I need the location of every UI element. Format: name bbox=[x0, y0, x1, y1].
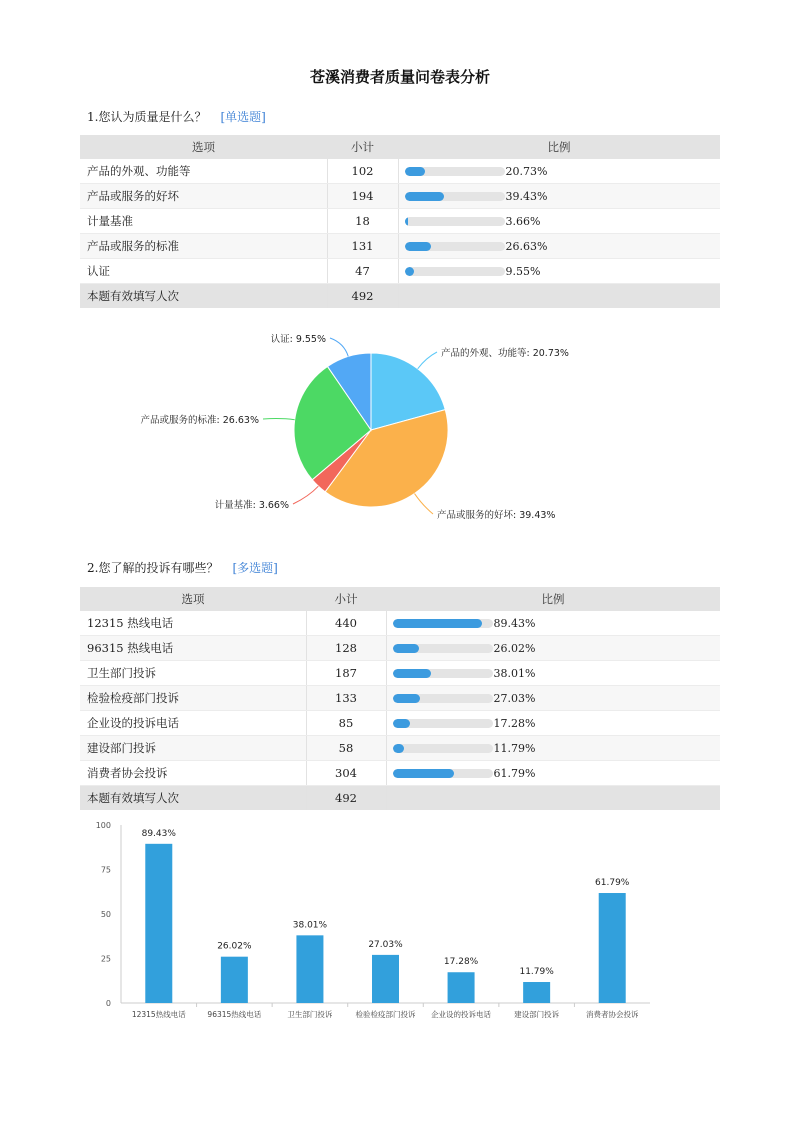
question-2-type-tag: [多选题] bbox=[232, 561, 278, 575]
bar bbox=[296, 935, 323, 1003]
ratio-bar-fill bbox=[405, 217, 409, 226]
count-cell: 440 bbox=[306, 611, 386, 636]
ratio-label: 89.43% bbox=[493, 617, 536, 631]
header-count: 小计 bbox=[327, 135, 398, 159]
x-tick-label: 检验检疫部门投诉 bbox=[355, 1010, 416, 1019]
table-row bbox=[80, 761, 720, 786]
bar-value-label: 61.79% bbox=[595, 878, 630, 889]
ratio-cell bbox=[386, 611, 720, 636]
y-tick-label: 25 bbox=[100, 954, 111, 964]
y-tick-label: 75 bbox=[100, 865, 111, 875]
x-tick-label: 卫生部门投诉 bbox=[287, 1010, 333, 1019]
ratio-cell bbox=[386, 686, 720, 711]
ratio-bar-fill bbox=[393, 619, 482, 628]
table-row bbox=[80, 736, 720, 761]
pie-leader-line bbox=[330, 338, 348, 356]
bar bbox=[599, 893, 626, 1003]
table-header-row bbox=[80, 135, 720, 159]
option-cell: 消费者协会投诉 bbox=[80, 761, 306, 786]
bar-value-label: 26.02% bbox=[217, 941, 252, 952]
ratio-bar bbox=[393, 719, 493, 728]
bar bbox=[221, 957, 248, 1003]
ratio-cell bbox=[386, 661, 720, 686]
option-cell: 12315 热线电话 bbox=[80, 611, 306, 636]
total-count: 492 bbox=[327, 284, 398, 309]
bar bbox=[523, 982, 550, 1003]
total-label: 本题有效填写人次 bbox=[80, 284, 327, 309]
count-cell: 58 bbox=[306, 736, 386, 761]
count-cell: 102 bbox=[327, 159, 398, 184]
question-1-pie-chart bbox=[0, 322, 800, 532]
option-cell: 产品的外观、功能等 bbox=[80, 159, 327, 184]
option-cell: 卫生部门投诉 bbox=[80, 661, 306, 686]
ratio-bar bbox=[405, 242, 505, 251]
ratio-bar-fill bbox=[393, 744, 405, 753]
count-cell: 85 bbox=[306, 711, 386, 736]
table-total-row bbox=[80, 786, 720, 811]
y-tick-label: 0 bbox=[105, 999, 111, 1008]
question-2-table bbox=[80, 587, 720, 810]
ratio-bar-fill bbox=[393, 769, 455, 778]
ratio-label: 17.28% bbox=[493, 717, 536, 731]
ratio-bar-fill bbox=[405, 167, 426, 176]
ratio-bar-fill bbox=[405, 267, 415, 276]
pie-leader-line bbox=[415, 494, 433, 514]
total-label: 本题有效填写人次 bbox=[80, 786, 306, 811]
count-cell: 194 bbox=[327, 184, 398, 209]
ratio-cell bbox=[398, 209, 720, 234]
question-2-bar-chart bbox=[0, 812, 800, 1027]
option-cell: 检验检疫部门投诉 bbox=[80, 686, 306, 711]
pie-leader-line bbox=[263, 419, 295, 420]
question-2-text: 2.您了解的投诉有哪些？ bbox=[87, 561, 219, 575]
y-tick-label: 100 bbox=[95, 821, 111, 830]
total-empty-cell bbox=[386, 786, 720, 811]
ratio-bar bbox=[393, 644, 493, 653]
x-tick-label: 12315热线电话 bbox=[131, 1010, 186, 1019]
bar bbox=[448, 972, 475, 1003]
pie-slice-label: 产品或服务的标准: 26.63% bbox=[140, 415, 259, 426]
total-empty-cell bbox=[398, 284, 720, 309]
table-row bbox=[80, 234, 720, 259]
ratio-label: 26.02% bbox=[493, 642, 536, 656]
option-cell: 建设部门投诉 bbox=[80, 736, 306, 761]
ratio-bar-fill bbox=[393, 644, 419, 653]
ratio-label: 26.63% bbox=[505, 240, 548, 254]
table-row bbox=[80, 611, 720, 636]
ratio-cell bbox=[398, 234, 720, 259]
x-tick-label: 消费者协会投诉 bbox=[585, 1010, 639, 1019]
header-ratio: 比例 bbox=[386, 587, 720, 611]
option-cell: 认证 bbox=[80, 259, 327, 284]
header-option: 选项 bbox=[80, 135, 327, 159]
ratio-label: 20.73% bbox=[505, 165, 548, 179]
count-cell: 47 bbox=[327, 259, 398, 284]
pie-leader-line bbox=[418, 352, 437, 369]
ratio-bar bbox=[405, 267, 505, 276]
table-row bbox=[80, 711, 720, 736]
ratio-bar bbox=[393, 694, 493, 703]
ratio-cell bbox=[386, 711, 720, 736]
pie-slice-label: 产品的外观、功能等: 20.73% bbox=[441, 348, 569, 359]
ratio-cell bbox=[386, 736, 720, 761]
bar-value-label: 89.43% bbox=[141, 828, 176, 839]
option-cell: 产品或服务的好坏 bbox=[80, 184, 327, 209]
bar-value-label: 38.01% bbox=[292, 920, 328, 931]
ratio-label: 38.01% bbox=[493, 667, 536, 681]
ratio-label: 61.79% bbox=[493, 767, 536, 781]
header-option: 选项 bbox=[80, 587, 306, 611]
ratio-bar bbox=[405, 217, 505, 226]
total-count: 492 bbox=[306, 786, 386, 811]
bar-value-label: 17.28% bbox=[443, 957, 479, 968]
bar-value-label: 11.79% bbox=[519, 967, 554, 978]
count-cell: 187 bbox=[306, 661, 386, 686]
x-tick-label: 建设部门投诉 bbox=[514, 1010, 560, 1019]
header-count: 小计 bbox=[306, 587, 386, 611]
option-cell: 产品或服务的标准 bbox=[80, 234, 327, 259]
ratio-bar-fill bbox=[393, 694, 420, 703]
table-row bbox=[80, 636, 720, 661]
option-cell: 企业设的投诉电话 bbox=[80, 711, 306, 736]
bar bbox=[372, 955, 399, 1003]
question-1-text: 1.您认为质量是什么？ bbox=[87, 110, 207, 124]
page-title: 苍溪消费者质量问卷表分析 bbox=[309, 68, 490, 86]
ratio-label: 39.43% bbox=[505, 190, 548, 204]
ratio-bar bbox=[393, 769, 493, 778]
question-1-table bbox=[80, 135, 720, 308]
ratio-bar-fill bbox=[393, 719, 410, 728]
x-tick-label: 96315热线电话 bbox=[207, 1010, 262, 1019]
table-header-row bbox=[80, 587, 720, 611]
ratio-cell bbox=[386, 636, 720, 661]
ratio-bar-fill bbox=[393, 669, 431, 678]
x-tick-label: 企业设的投诉电话 bbox=[431, 1010, 492, 1019]
ratio-cell bbox=[398, 259, 720, 284]
ratio-label: 3.66% bbox=[505, 215, 541, 229]
ratio-bar bbox=[393, 744, 493, 753]
bar-value-label: 27.03% bbox=[368, 939, 403, 950]
count-cell: 133 bbox=[306, 686, 386, 711]
option-cell: 计量基准 bbox=[80, 209, 327, 234]
table-row bbox=[80, 661, 720, 686]
ratio-bar bbox=[405, 167, 505, 176]
bar bbox=[145, 844, 172, 1003]
ratio-bar-fill bbox=[405, 192, 444, 201]
ratio-label: 27.03% bbox=[493, 692, 536, 706]
pie-slice-label: 产品或服务的好坏: 39.43% bbox=[437, 510, 556, 521]
table-row bbox=[80, 159, 720, 184]
option-cell: 96315 热线电话 bbox=[80, 636, 306, 661]
count-cell: 128 bbox=[306, 636, 386, 661]
ratio-cell bbox=[398, 184, 720, 209]
table-row bbox=[80, 209, 720, 234]
ratio-label: 9.55% bbox=[505, 265, 541, 279]
table-row bbox=[80, 184, 720, 209]
ratio-bar bbox=[393, 669, 493, 678]
pie-slice-label: 认证: 9.55% bbox=[270, 334, 326, 345]
table-total-row bbox=[80, 284, 720, 309]
ratio-bar bbox=[405, 192, 505, 201]
ratio-cell bbox=[398, 159, 720, 184]
header-ratio: 比例 bbox=[398, 135, 720, 159]
question-1-heading bbox=[87, 108, 266, 125]
question-2-heading bbox=[87, 559, 278, 576]
count-cell: 131 bbox=[327, 234, 398, 259]
pie-slice-label: 计量基准: 3.66% bbox=[214, 500, 289, 511]
ratio-bar-fill bbox=[405, 242, 432, 251]
pie-leader-line bbox=[293, 486, 318, 504]
question-1-type-tag: [单选题] bbox=[220, 110, 266, 124]
y-tick-label: 50 bbox=[100, 910, 111, 919]
count-cell: 304 bbox=[306, 761, 386, 786]
ratio-cell bbox=[386, 761, 720, 786]
table-row bbox=[80, 259, 720, 284]
ratio-bar bbox=[393, 619, 493, 628]
count-cell: 18 bbox=[327, 209, 398, 234]
ratio-label: 11.79% bbox=[493, 742, 536, 756]
table-row bbox=[80, 686, 720, 711]
